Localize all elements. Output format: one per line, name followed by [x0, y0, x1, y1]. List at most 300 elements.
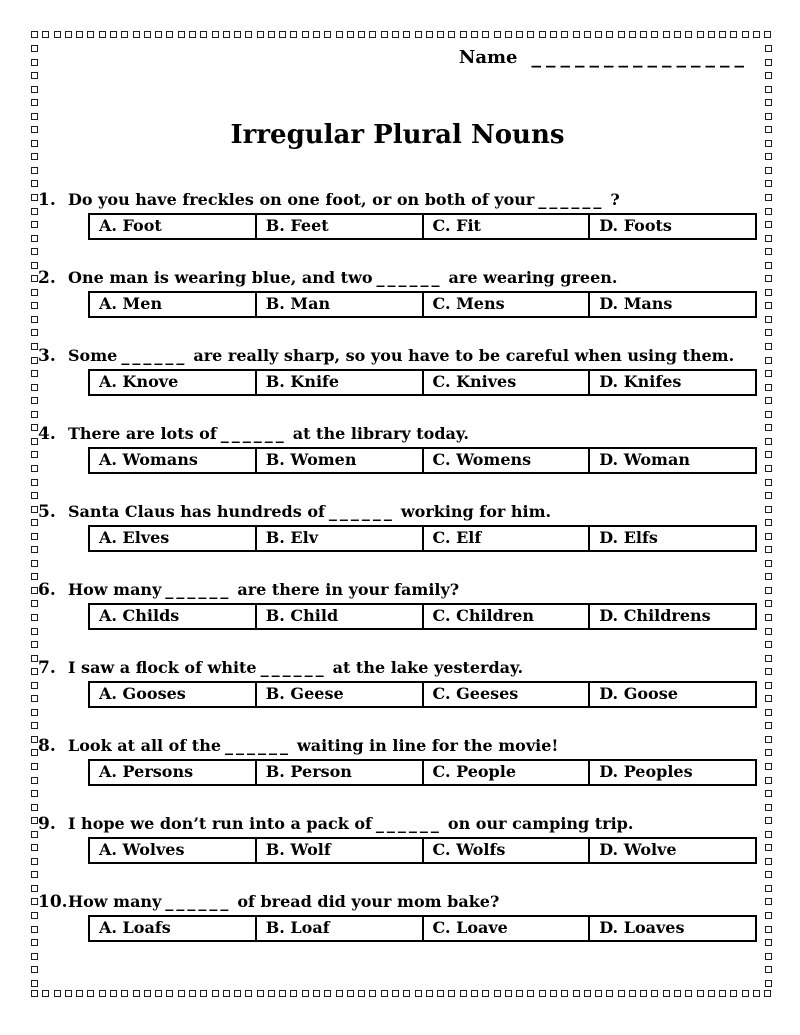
question [38, 579, 757, 630]
question-text-post: are really sharp, so you have to be careful when using them. [193, 346, 735, 365]
border-square [31, 479, 38, 486]
border-square [765, 438, 772, 445]
border-square [245, 990, 252, 997]
border-square [561, 31, 568, 38]
border-square [765, 763, 772, 770]
border-square [765, 885, 772, 892]
option-cell-c[interactable]: C. Wolfs [423, 838, 590, 863]
options-row [89, 292, 756, 317]
question-line [38, 501, 757, 523]
border-square [765, 980, 772, 987]
question-line [38, 891, 757, 913]
option-cell-b[interactable]: B. Geese [256, 682, 423, 707]
border-square [99, 31, 106, 38]
border-square [178, 31, 185, 38]
border-square [765, 72, 772, 79]
question [38, 345, 757, 396]
border-square [516, 31, 523, 38]
border-square [765, 871, 772, 878]
border-square [765, 573, 772, 580]
options-row [89, 526, 756, 551]
border-square [640, 31, 647, 38]
option-cell-c[interactable]: C. Knives [423, 370, 590, 395]
border-square [392, 990, 399, 997]
border-square [31, 871, 38, 878]
question-text-post: working for him. [400, 502, 552, 521]
question [38, 423, 757, 474]
border-square [31, 573, 38, 580]
border-square [437, 990, 444, 997]
option-cell-a[interactable]: A. Foot [89, 214, 256, 239]
border-square [31, 424, 38, 431]
border-square [765, 113, 772, 120]
question-text [68, 813, 757, 835]
answer-blank: ______ [375, 814, 442, 833]
options-row [89, 916, 756, 941]
question-text [68, 579, 757, 601]
border-square [31, 45, 38, 52]
border-square [765, 397, 772, 404]
option-cell-b[interactable]: B. Person [256, 760, 423, 785]
question-text [68, 189, 757, 211]
border-square [31, 519, 38, 526]
border-square [765, 208, 772, 215]
border-square [31, 641, 38, 648]
question-text [68, 891, 757, 913]
border-square [31, 966, 38, 973]
border-square [674, 990, 681, 997]
border-square [31, 289, 38, 296]
option-cell-b[interactable]: B. Loaf [256, 916, 423, 941]
question-text [68, 501, 757, 523]
question-text-pre: One man is wearing blue, and two [68, 268, 373, 287]
option-cell-b[interactable]: B. Child [256, 604, 423, 629]
border-square [65, 990, 72, 997]
border-square [155, 990, 162, 997]
question [38, 657, 757, 708]
option-cell-b[interactable]: B. Elv [256, 526, 423, 551]
border-square [31, 343, 38, 350]
border-square [347, 990, 354, 997]
question-number: 7. [38, 658, 56, 678]
border-square [448, 990, 455, 997]
border-square [471, 31, 478, 38]
border-square [765, 316, 772, 323]
border-square [369, 31, 376, 38]
border-square [765, 817, 772, 824]
border-square [765, 614, 772, 621]
options-table [88, 681, 757, 708]
border-square [31, 357, 38, 364]
option-cell-d[interactable]: D. Elfs [589, 526, 756, 551]
border-square [539, 31, 546, 38]
border-square [42, 990, 49, 997]
question-text [68, 267, 757, 289]
border-square [31, 384, 38, 391]
border-square [403, 31, 410, 38]
border-square [31, 885, 38, 892]
option-cell-d[interactable]: D. Goose [589, 682, 756, 707]
border-square [31, 600, 38, 607]
question-number: 3. [38, 346, 56, 366]
border-square [482, 31, 489, 38]
border-square [765, 858, 772, 865]
answer-blank: ______ [220, 424, 287, 443]
question-text-post: at the lake yesterday. [332, 658, 524, 677]
question-text-pre: Look at all of the [68, 736, 221, 755]
option-cell-d[interactable]: D. Mans [589, 292, 756, 317]
border-square [31, 59, 38, 66]
border-square [31, 533, 38, 540]
options-row [89, 604, 756, 629]
border-square [31, 614, 38, 621]
border-square [31, 153, 38, 160]
border-square [212, 990, 219, 997]
question-line [38, 657, 757, 679]
question-number: 4. [38, 424, 56, 444]
options-row [89, 370, 756, 395]
border-square [223, 990, 230, 997]
border-square [31, 316, 38, 323]
options-row [89, 760, 756, 785]
options-row [89, 448, 756, 473]
question-text-pre: Santa Claus has hundreds of [68, 502, 325, 521]
border-square [31, 208, 38, 215]
question-text [68, 345, 757, 367]
border-square [31, 262, 38, 269]
border-square [494, 31, 501, 38]
question-number: 2. [38, 268, 56, 288]
question [38, 267, 757, 318]
answer-blank: ______ [376, 268, 443, 287]
question-text-pre: I saw a flock of white [68, 658, 257, 677]
question-line [38, 189, 757, 211]
border-square [212, 31, 219, 38]
border-square [31, 180, 38, 187]
option-cell-d[interactable]: D. Knifes [589, 370, 756, 395]
border-square [223, 31, 230, 38]
border-square [200, 990, 207, 997]
border-square [155, 31, 162, 38]
border-square [290, 31, 297, 38]
border-square [629, 31, 636, 38]
border-square [31, 31, 38, 38]
question-number: 9. [38, 814, 56, 834]
question [38, 189, 757, 240]
border-square [54, 31, 61, 38]
option-cell-a[interactable]: A. Wolves [89, 838, 256, 863]
answer-blank: ______ [165, 892, 232, 911]
border-square [765, 722, 772, 729]
option-cell-a[interactable]: A. Men [89, 292, 256, 317]
question-number: 5. [38, 502, 56, 522]
option-cell-a[interactable]: A. Childs [89, 604, 256, 629]
border-square [765, 844, 772, 851]
border-square [31, 370, 38, 377]
border-square [629, 990, 636, 997]
border-square [765, 790, 772, 797]
border-square [31, 72, 38, 79]
question-text-pre: I hope we don’t run into a pack of [68, 814, 372, 833]
border-square [31, 167, 38, 174]
border-bottom-decoration [31, 990, 772, 997]
option-cell-d[interactable]: D. Peoples [589, 760, 756, 785]
border-square [426, 990, 433, 997]
border-square [31, 302, 38, 309]
border-square [31, 465, 38, 472]
question-text-post: at the library today. [292, 424, 469, 443]
option-cell-a[interactable]: A. Knove [89, 370, 256, 395]
border-square [765, 302, 772, 309]
option-cell-d[interactable]: D. Woman [589, 448, 756, 473]
border-square [31, 655, 38, 662]
border-square [31, 817, 38, 824]
border-square [765, 831, 772, 838]
border-square [765, 357, 772, 364]
worksheet-content [38, 44, 757, 969]
border-square [460, 990, 467, 997]
option-cell-c[interactable]: C. Geeses [423, 682, 590, 707]
question-number: 8. [38, 736, 56, 756]
option-cell-a[interactable]: A. Loafs [89, 916, 256, 941]
border-square [765, 411, 772, 418]
border-square [765, 966, 772, 973]
border-square [31, 763, 38, 770]
border-top-decoration [31, 31, 772, 38]
border-square [765, 479, 772, 486]
option-cell-d[interactable]: D. Wolve [589, 838, 756, 863]
question [38, 891, 757, 942]
border-square [765, 641, 772, 648]
border-square [347, 31, 354, 38]
border-left-decoration [31, 45, 38, 987]
border-square [505, 990, 512, 997]
option-cell-a[interactable]: A. Womans [89, 448, 256, 473]
border-square [279, 31, 286, 38]
border-square [765, 926, 772, 933]
question [38, 501, 757, 552]
border-square [765, 180, 772, 187]
options-row [89, 682, 756, 707]
name-label: Name [458, 47, 518, 68]
border-square [403, 990, 410, 997]
border-square [268, 990, 275, 997]
option-cell-b[interactable]: B. Man [256, 292, 423, 317]
border-square [234, 990, 241, 997]
border-square [31, 668, 38, 675]
border-square [765, 343, 772, 350]
option-cell-c[interactable]: C. Children [423, 604, 590, 629]
border-square [31, 397, 38, 404]
border-square [685, 31, 692, 38]
border-square [166, 31, 173, 38]
border-square [31, 980, 38, 987]
border-square [765, 709, 772, 716]
border-square [200, 31, 207, 38]
border-square [663, 990, 670, 997]
border-square [234, 31, 241, 38]
border-square [482, 990, 489, 997]
answer-blank: ______ [328, 502, 395, 521]
border-square [392, 31, 399, 38]
option-cell-c[interactable]: C. Fit [423, 214, 590, 239]
options-table [88, 369, 757, 396]
border-square [765, 45, 772, 52]
border-square [178, 990, 185, 997]
border-square [358, 990, 365, 997]
border-square [76, 990, 83, 997]
border-square [448, 31, 455, 38]
question-text [68, 735, 757, 757]
options-row [89, 214, 756, 239]
border-square [31, 248, 38, 255]
border-square [133, 31, 140, 38]
option-cell-b[interactable]: B. Wolf [256, 838, 423, 863]
border-square [381, 31, 388, 38]
option-cell-c[interactable]: C. People [423, 760, 590, 785]
border-square [31, 86, 38, 93]
option-cell-b[interactable]: B. Feet [256, 214, 423, 239]
border-square [651, 990, 658, 997]
option-cell-d[interactable]: D. Loaves [589, 916, 756, 941]
border-square [324, 990, 331, 997]
border-square [268, 31, 275, 38]
border-square [358, 31, 365, 38]
border-square [31, 194, 38, 201]
border-square [54, 990, 61, 997]
border-square [494, 990, 501, 997]
border-square [426, 31, 433, 38]
border-square [31, 953, 38, 960]
border-square [31, 587, 38, 594]
border-square [166, 990, 173, 997]
border-square [765, 289, 772, 296]
border-square [765, 736, 772, 743]
question-text-post: are wearing green. [448, 268, 618, 287]
question-text-pre: How many [68, 892, 162, 911]
border-square [539, 990, 546, 997]
question-text-post: waiting in line for the movie! [297, 736, 559, 755]
border-square [31, 777, 38, 784]
border-square [31, 438, 38, 445]
border-square [31, 831, 38, 838]
border-square [110, 990, 117, 997]
border-square [505, 31, 512, 38]
option-cell-b[interactable]: B. Women [256, 448, 423, 473]
border-square [764, 31, 771, 38]
option-cell-b[interactable]: B. Knife [256, 370, 423, 395]
border-square [765, 384, 772, 391]
border-square [245, 31, 252, 38]
border-square [765, 329, 772, 336]
border-square [31, 126, 38, 133]
option-cell-c[interactable]: C. Mens [423, 292, 590, 317]
border-square [765, 939, 772, 946]
border-square [765, 153, 772, 160]
border-square [765, 86, 772, 93]
option-cell-a[interactable]: A. Persons [89, 760, 256, 785]
question-text-pre: There are lots of [68, 424, 217, 443]
border-square [765, 953, 772, 960]
border-square [765, 465, 772, 472]
options-table [88, 525, 757, 552]
border-square [584, 990, 591, 997]
border-square [99, 990, 106, 997]
border-square [257, 31, 264, 38]
question-text [68, 423, 757, 445]
border-square [257, 990, 264, 997]
border-square [31, 736, 38, 743]
border-square [437, 31, 444, 38]
border-square [76, 31, 83, 38]
border-square [31, 546, 38, 553]
question-text-pre: Do you have freckles on one foot, or on both of your [68, 190, 535, 209]
border-square [765, 451, 772, 458]
border-square [663, 31, 670, 38]
name-blank-line[interactable]: _______________ [531, 46, 749, 68]
border-square [31, 804, 38, 811]
border-square [730, 31, 737, 38]
border-square [765, 682, 772, 689]
options-table [88, 447, 757, 474]
border-square [369, 990, 376, 997]
option-cell-d[interactable]: D. Childrens [589, 604, 756, 629]
border-square [765, 370, 772, 377]
border-square [31, 844, 38, 851]
border-square [753, 990, 760, 997]
border-square [381, 990, 388, 997]
option-cell-c[interactable]: C. Loave [423, 916, 590, 941]
border-square [31, 749, 38, 756]
border-square [561, 990, 568, 997]
option-cell-c[interactable]: C. Elf [423, 526, 590, 551]
question-line [38, 345, 757, 367]
border-square [765, 167, 772, 174]
border-square [31, 411, 38, 418]
options-table [88, 603, 757, 630]
question [38, 735, 757, 786]
border-square [618, 31, 625, 38]
border-square [697, 990, 704, 997]
option-cell-d[interactable]: D. Foots [589, 214, 756, 239]
border-square [415, 31, 422, 38]
border-square [31, 492, 38, 499]
border-square [765, 587, 772, 594]
question-list [38, 189, 757, 942]
options-table [88, 837, 757, 864]
border-square [674, 31, 681, 38]
question-text-post: are there in your family? [237, 580, 460, 599]
border-square [765, 275, 772, 282]
option-cell-a[interactable]: A. Gooses [89, 682, 256, 707]
border-square [31, 99, 38, 106]
border-square [87, 990, 94, 997]
page-title: Irregular Plural Nouns [230, 120, 565, 150]
border-square [685, 990, 692, 997]
border-square [584, 31, 591, 38]
border-square [460, 31, 467, 38]
border-square [65, 31, 72, 38]
border-square [550, 31, 557, 38]
name-row [38, 44, 757, 71]
option-cell-a[interactable]: A. Elves [89, 526, 256, 551]
border-square [550, 990, 557, 997]
border-square [527, 990, 534, 997]
options-row [89, 838, 756, 863]
question-text-post: ? [610, 190, 620, 209]
option-cell-c[interactable]: C. Womens [423, 448, 590, 473]
border-square [765, 546, 772, 553]
